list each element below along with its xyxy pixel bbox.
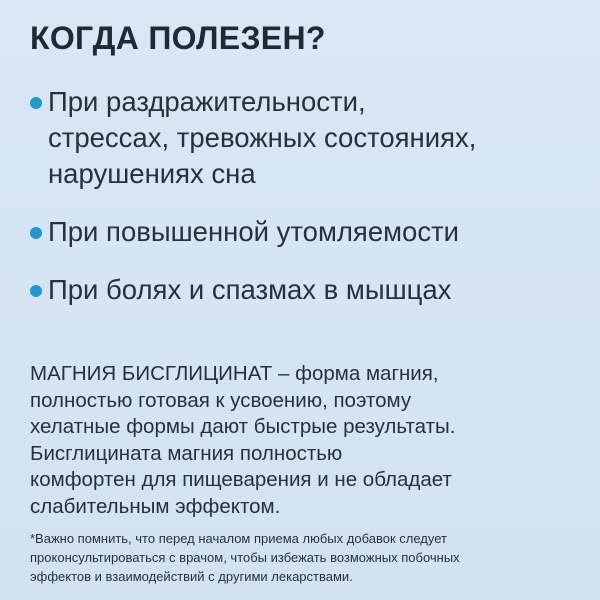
footnote xyxy=(30,529,590,586)
description-paragraph xyxy=(30,361,590,520)
list-item-text: При болях и спазмах в мышцах xyxy=(48,274,452,305)
list-item xyxy=(30,84,580,192)
paragraph-line: комфортен для пищеварения и не обладает xyxy=(30,468,452,491)
list-item-text: нарушениях сна xyxy=(48,158,256,189)
footnote-line: эффектов и взаимодействий с другими лекарствами. xyxy=(30,569,353,584)
benefits-list xyxy=(30,84,580,308)
list-item-text: При повышенной утомляемости xyxy=(48,216,460,247)
paragraph-line: хелатные формы дают быстрые результаты. xyxy=(30,415,456,438)
page-title: КОГДА ПОЛЕЗЕН? xyxy=(30,20,326,56)
list-item xyxy=(30,214,580,250)
paragraph-line: МАГНИЯ БИСГЛИЦИНАТ – форма магния, xyxy=(30,362,439,385)
footnote-line: проконсультироваться с врачом, чтобы избежать возможных побочных xyxy=(30,550,460,565)
bullet-dot-icon xyxy=(30,285,42,297)
paragraph-line: слабительным эффектом. xyxy=(30,494,281,518)
footnote-line: *Важно помнить, что перед началом приема любых добавок следует xyxy=(30,531,447,546)
list-item-text: стрессах, тревожных состояниях, xyxy=(48,122,477,153)
bullet-dot-icon xyxy=(30,97,42,109)
paragraph-line: Бисглицината магния полностью xyxy=(30,441,343,465)
bullet-dot-icon xyxy=(30,227,42,239)
list-item-text: При раздражительности, xyxy=(48,86,366,117)
paragraph-line: полностью готовая к усвоению, поэтому xyxy=(30,388,412,412)
list-item xyxy=(30,272,580,308)
